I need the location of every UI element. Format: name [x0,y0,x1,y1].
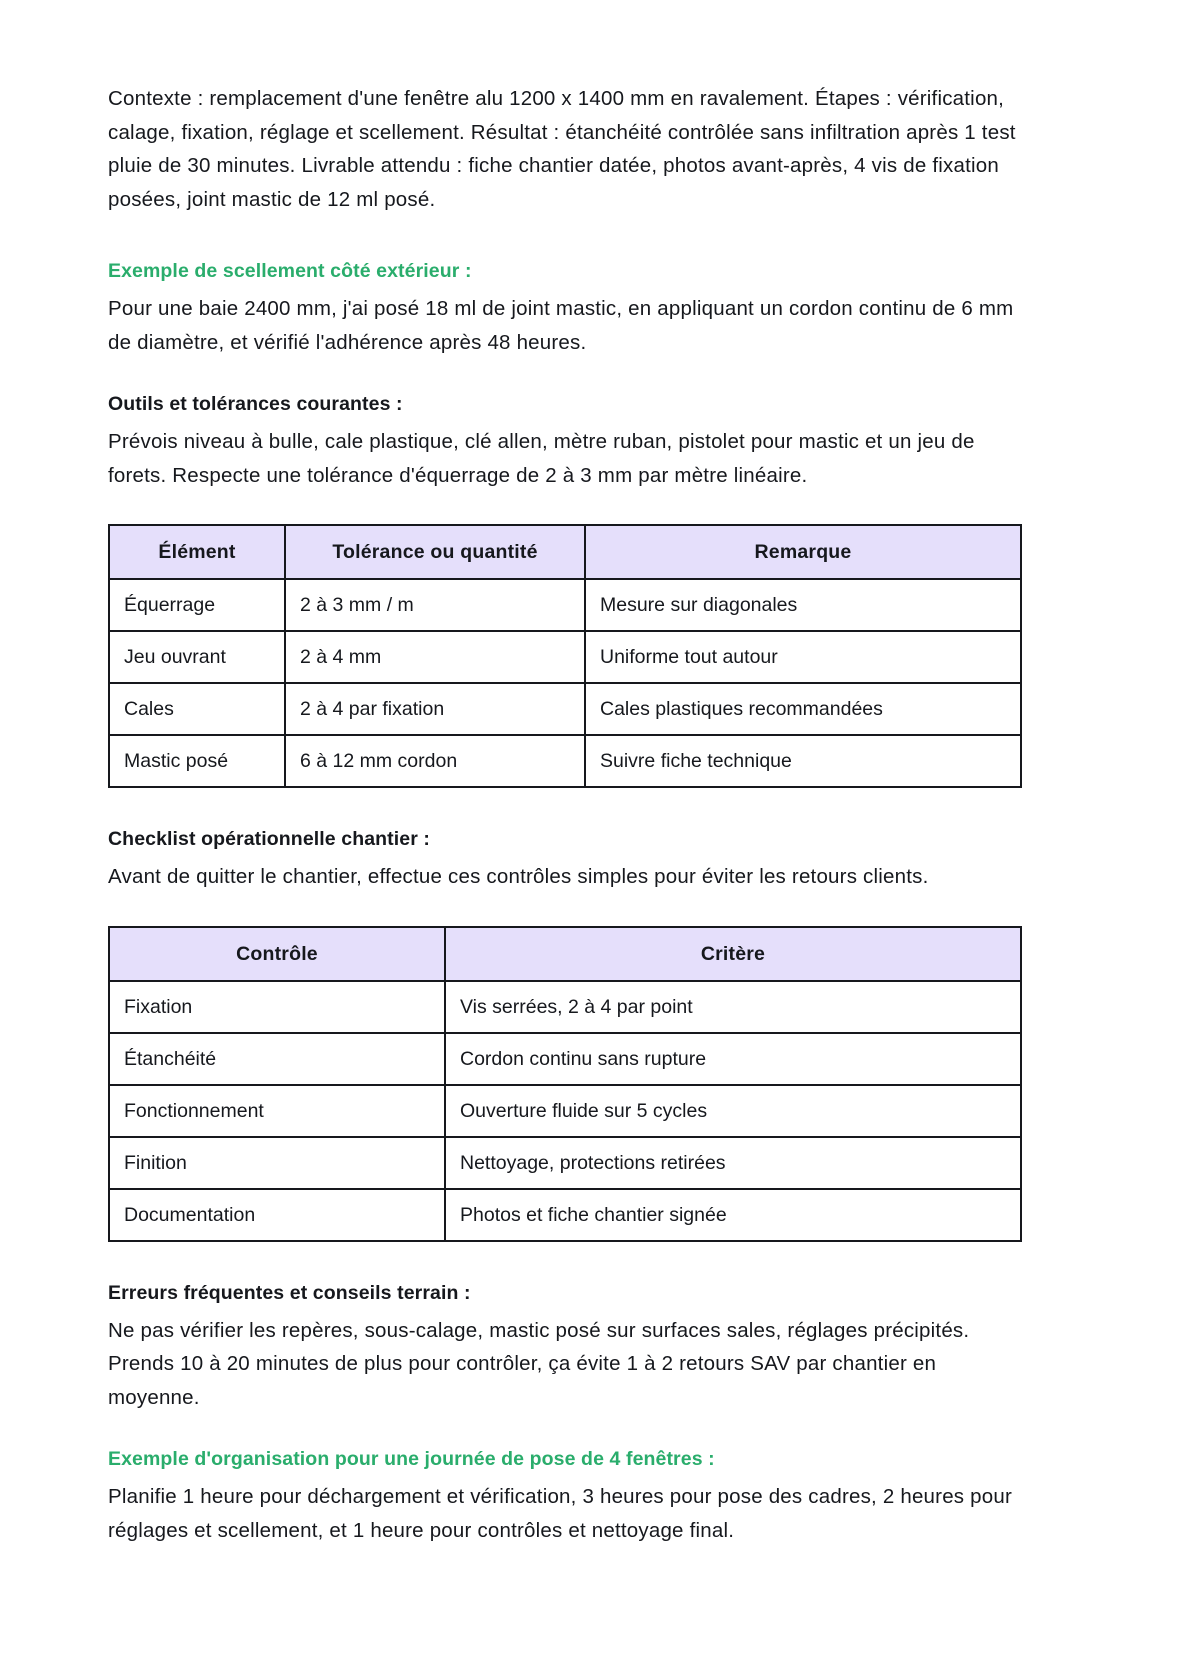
column-header-critere: Critère [445,927,1021,981]
paragraph-exemple-organisation: Planifie 1 heure pour déchargement et vérification, 3 heures pour pose des cadres, 2 heures pour réglages et scellement, et 1 heure pour contrôles et nettoyage final. [108,1485,1013,1542]
cell-critere: Photos et fiche chantier signée [445,1189,1021,1241]
column-header-remarque: Remarque [585,525,1021,579]
cell-critere: Vis serrées, 2 à 4 par point [445,981,1021,1033]
spacer [108,1414,1092,1444]
cell-controle: Finition [109,1137,445,1189]
table-row [109,683,1021,735]
column-header-controle: Contrôle [109,927,445,981]
intro-paragraph: Contexte : remplacement d'une fenêtre alu 1200 x 1400 mm en ravalement. Étapes : vérification, calage, fixation, réglage et scellement. Résultat : étanchéité contrôlée sans infiltration après 1 test pluie de 30 minutes. Livrable attendu : fiche chantier datée, photos avant-après, 4 vis de fixation posées, joint mastic de 12 ml posé. [108,87,1016,211]
cell-critere: Nettoyage, protections retirées [445,1137,1021,1189]
table-header-row [109,927,1021,981]
cell-controle: Fonctionnement [109,1085,445,1137]
cell-remarque: Uniforme tout autour [585,631,1021,683]
cell-controle: Étanchéité [109,1033,445,1085]
cell-remarque: Mesure sur diagonales [585,579,1021,631]
spacer [108,1242,1092,1278]
column-header-tolerance: Tolérance ou quantité [285,525,585,579]
cell-element: Mastic posé [109,735,285,787]
cell-critere: Cordon continu sans rupture [445,1033,1021,1085]
paragraph-checklist: Avant de quitter le chantier, effectue ces contrôles simples pour éviter les retours clients. [108,865,929,888]
table-row [109,1033,1021,1085]
table-row [109,1137,1021,1189]
heading-outils-tolerances: Outils et tolérances courantes : [108,393,403,415]
cell-element: Équerrage [109,579,285,631]
paragraph-outils-tolerances: Prévois niveau à bulle, cale plastique, clé allen, mètre ruban, pistolet pour mastic et un jeu de forets. Respecte une tolérance d'équerrage de 2 à 3 mm par mètre linéaire. [108,430,975,487]
table-row [109,631,1021,683]
spacer [108,788,1092,824]
heading-exemple-scellement: Exemple de scellement côté extérieur : [108,260,472,282]
cell-remarque: Cales plastiques recommandées [585,683,1021,735]
heading-exemple-organisation: Exemple d'organisation pour une journée de pose de 4 fenêtres : [108,1448,715,1470]
cell-tolerance: 2 à 4 mm [285,631,585,683]
cell-tolerance: 6 à 12 mm cordon [285,735,585,787]
cell-critere: Ouverture fluide sur 5 cycles [445,1085,1021,1137]
heading-checklist: Checklist opérationnelle chantier : [108,828,430,850]
table-checklist [108,926,1022,1242]
cell-tolerance: 2 à 4 par fixation [285,683,585,735]
table-row [109,981,1021,1033]
cell-controle: Documentation [109,1189,445,1241]
column-header-element: Élément [109,525,285,579]
table-header-row [109,525,1021,579]
spacer [108,359,1092,389]
spacer [108,216,1092,256]
table-tolerances [108,524,1022,788]
cell-controle: Fixation [109,981,445,1033]
cell-tolerance: 2 à 3 mm / m [285,579,585,631]
heading-erreurs-frequentes: Erreurs fréquentes et conseils terrain : [108,1281,471,1304]
cell-element: Jeu ouvrant [109,631,285,683]
table-row [109,579,1021,631]
cell-remarque: Suivre fiche technique [585,735,1021,787]
paragraph-erreurs-frequentes: Ne pas vérifier les repères, sous-calage, mastic posé sur surfaces sales, réglages précipités. Prends 10 à 20 minutes de plus pour contrôler, ça évite 1 à 2 retours SAV par chantier en moyenne. [108,1318,970,1409]
table-row [109,1085,1021,1137]
table-row [109,1189,1021,1241]
table-row [109,735,1021,787]
cell-element: Cales [109,683,285,735]
paragraph-exemple-scellement: Pour une baie 2400 mm, j'ai posé 18 ml de joint mastic, en appliquant un cordon continu de 6 mm de diamètre, et vérifié l'adhérence après 48 heures. [108,297,1014,354]
spacer [108,894,1092,926]
spacer [108,492,1092,524]
